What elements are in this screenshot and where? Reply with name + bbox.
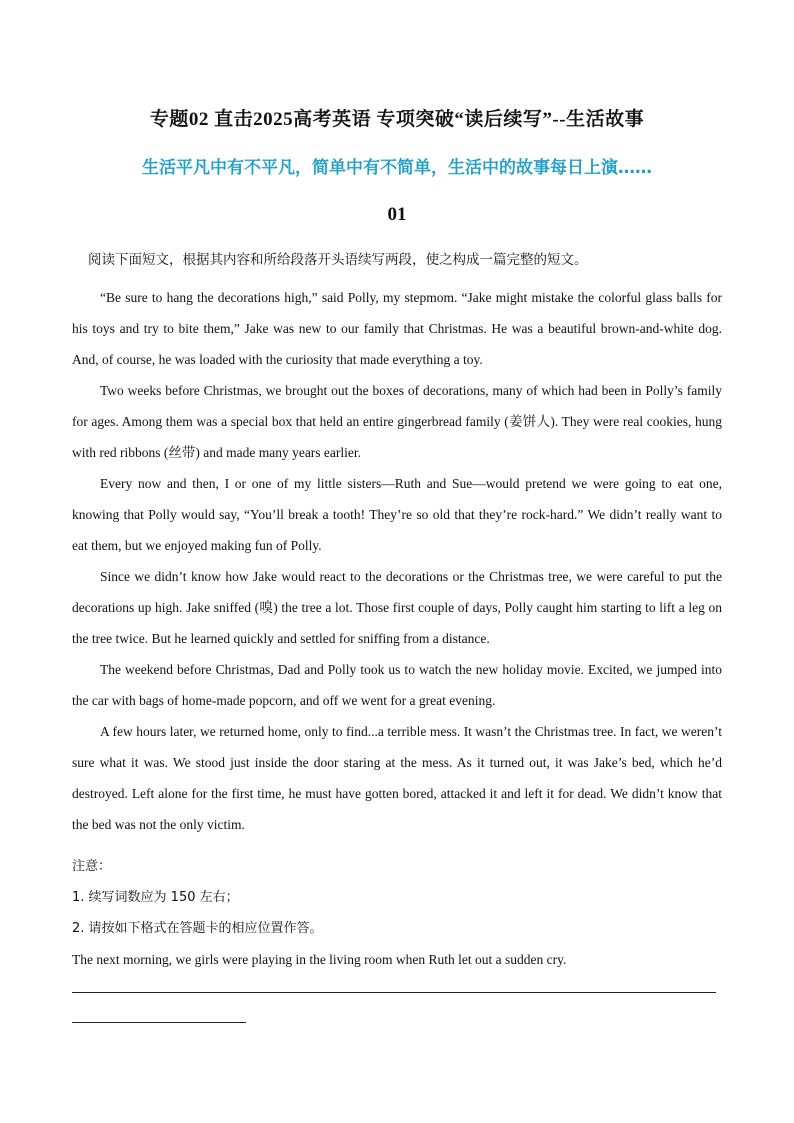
passage — [72, 282, 722, 840]
passage-paragraph: Two weeks before Christmas, we brought out the boxes of decorations, many of which had been in Polly’s family for ages. Among them was a special box that held an entire gingerbread family (姜饼人). They were real cookies, hung with red ribbons (丝带) and made many years earlier. — [72, 383, 722, 460]
passage-paragraph: Every now and then, I or one of my little sisters—Ruth and Sue—would pretend we were going to eat one, knowing that Polly would say, “You’ll break a tooth! They’re so old that they’re rock-hard.” We didn’t really want to eat them, but we enjoyed making fun of Polly. — [72, 476, 722, 553]
note-item: 1. 续写词数应为 150 左右； — [72, 890, 239, 905]
passage-paragraph: A few hours later, we returned home, only to find...a terrible mess. It wasn’t the Christmas tree. In fact, we weren’t sure what it was. We stood just inside the door staring at the mess. As it turned out, it was Jake’s bed, which he’d destroyed. Left alone for the first time, he must have gotten bored, attacked it and left it for dead. We didn’t know that the bed was not the only victim. — [72, 724, 722, 832]
answer-line — [72, 992, 716, 993]
answer-line — [72, 1022, 246, 1023]
page-title: 专题02 直击2025高考英语 专项突破“读后续写”--生活故事 — [149, 109, 645, 130]
notes-label: 注意： — [72, 859, 112, 874]
passage-paragraph: “Be sure to hang the decorations high,” said Polly, my stepmom. “Jake might mistake the colorful glass balls for his toys and try to bite them,” Jake was new to our family that Christmas. He was a beautiful brown-and-white dog. And, of course, he was loaded with the curiosity that made everything a toy. — [72, 290, 722, 367]
note-item: 2. 请按如下格式在答题卡的相应位置作答。 — [72, 921, 323, 936]
passage-paragraph: Since we didn’t know how Jake would react to the decorations or the Christmas tree, we were careful to put the decorations up high. Jake sniffed (嗅) the tree a lot. Those first couple of days, Polly caught him starting to lift a leg on the tree twice. But he learned quickly and settled for sniffing from a distance. — [72, 569, 722, 646]
continuation-prompt: The next morning, we girls were playing in the living room when Ruth let out a sudden cry. — [72, 952, 567, 967]
notes-section — [72, 851, 722, 975]
section-number: 01 — [387, 204, 407, 225]
instruction-text: 阅读下面短文，根据其内容和所给段落开头语续写两段，使之构成一篇完整的短文。 — [88, 252, 588, 268]
passage-paragraph: The weekend before Christmas, Dad and Polly took us to watch the new holiday movie. Excited, we jumped into the car with bags of home-made popcorn, and off we went for a great evening. — [72, 662, 722, 708]
page-subtitle: 生活平凡中有不平凡，简单中有不简单，生活中的故事每日上演…… — [142, 158, 652, 178]
